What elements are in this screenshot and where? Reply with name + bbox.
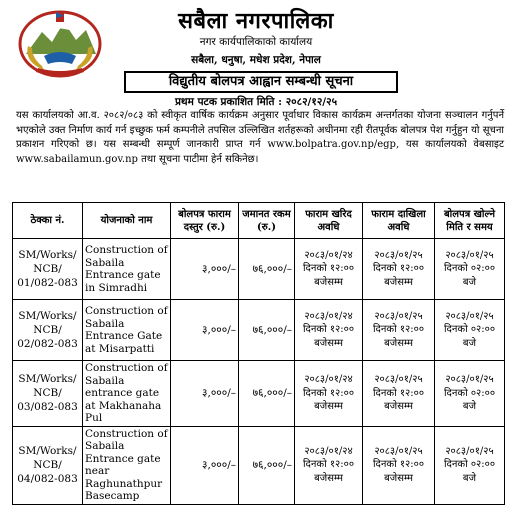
header-purchase-period: फाराम खरिद अवधि: [295, 203, 363, 239]
opening-time-cell: २०८३/०१/२५ दिनको ०२:०० बजे: [435, 300, 505, 361]
purchase-period-cell: २०८३/०१/२४ दिनको १२:०० बजेसम्म: [295, 361, 363, 427]
form-fee-cell: ३,०००/–: [171, 361, 239, 427]
office-name: नगर कार्यपालिकाको कार्यालय: [199, 36, 313, 48]
opening-time-cell: २०८३/०१/२५ दिनको ०२:०० बजे: [435, 361, 505, 427]
contract-no-cell: SM/Works/ NCB/ 02/082-083: [13, 300, 83, 361]
submission-period-cell: २०८३/०१/२५ दिनको १२:०० बजेसम्म: [363, 361, 435, 427]
security-amount-cell: ७६,०००/–: [239, 300, 295, 361]
published-date: प्रथम पटक प्रकाशित मिति : २०८२/१२/२५: [174, 96, 338, 108]
notice-title: विद्युतीय बोलपत्र आह्वान सम्बन्धी सूचना: [124, 71, 398, 93]
form-fee-cell: ३,०००/–: [171, 239, 239, 300]
submission-period-cell: २०८३/०१/२५ दिनको १२:०० बजेसम्म: [363, 300, 435, 361]
form-fee-cell: ३,०००/–: [171, 426, 239, 504]
notice-paragraph: यस कार्यालयको आ.व. २०८२/०८३ को स्वीकृत वार्षिक कार्यक्रम अनुसार पूर्वाधार विकास कार्यक्रम अन्तर्गतका योजना सञ्चालन गर्नुपर्ने भएकोले उक्त निर्माण कार्य गर्न इच्छुक फर्म कम्पनीले तपसिल उल्लिखित शर्तहरूको अधीनमा रही रीतपूर्वक बोलपत्र पेश गर्नुहुन यो सूचना प्रकाशन गरिएको छ। यस सम्बन्धी सम्पूर्ण जानकारी प्राप्त गर्न www.bolpatra.gov.np/egp, यस कार्यालयको वेबसाइट www.sabailamun.gov.np तथा सूचना पाटीमा हेर्न सकिनेछ।: [16, 110, 504, 165]
purchase-period-cell: २०८३/०१/२४ दिनको १२:०० बजेसम्म: [295, 426, 363, 504]
project-name-cell: Construction of Sabaila Entrance Gate at Misarpatti: [83, 300, 171, 361]
header-opening-time: बोलपत्र खोल्ने मिति र समय: [435, 203, 505, 239]
purchase-period-cell: २०८३/०१/२४ दिनको १२:०० बजेसम्म: [295, 239, 363, 300]
table-row: [13, 300, 505, 361]
project-name-cell: Construction of Sabaila Entrance gate in Simradhi: [83, 239, 171, 300]
header-submission-period: फाराम दाखिला अवधि: [363, 203, 435, 239]
table-header-row: [13, 203, 505, 239]
submission-period-cell: २०८३/०१/२५ दिनको १२:०० बजेसम्म: [363, 239, 435, 300]
project-name-cell: Construction of Sabaila Entrance gate near Raghunathpur Basecamp: [83, 426, 171, 504]
security-amount-cell: ७६,०००/–: [239, 239, 295, 300]
purchase-period-cell: २०८३/०१/२४ दिनको १२:०० बजेसम्म: [295, 300, 363, 361]
office-address: सबैला, धनुषा, मधेश प्रदेश, नेपाल: [191, 54, 321, 66]
org-name: सबैला नगरपालिका: [178, 9, 334, 34]
contract-no-cell: SM/Works/ NCB/ 03/082-083: [13, 361, 83, 427]
form-fee-cell: ३,०००/–: [171, 300, 239, 361]
table-row: [13, 361, 505, 427]
submission-period-cell: २०८३/०१/२५ दिनको १२:०० बजेसम्म: [363, 426, 435, 504]
contract-no-cell: SM/Works/ NCB/ 04/082-083: [13, 426, 83, 504]
security-amount-cell: ७६,०००/–: [239, 361, 295, 427]
table-row: [13, 239, 505, 300]
header-contract-no: ठेक्का नं.: [13, 203, 83, 239]
contract-no-cell: SM/Works/ NCB/ 01/082-083: [13, 239, 83, 300]
opening-time-cell: २०८३/०१/२५ दिनको ०२:०० बजे: [435, 426, 505, 504]
tender-table: [12, 202, 505, 505]
opening-time-cell: २०८३/०१/२५ दिनको ०२:०० बजे: [435, 239, 505, 300]
header-form-fee: बोलपत्र फाराम दस्तुर (रु.): [171, 203, 239, 239]
header-project-name: योजनाको नाम: [83, 203, 171, 239]
header-security-amount: जमानत रकम (रु.): [239, 203, 295, 239]
table-row: [13, 426, 505, 504]
project-name-cell: Construction of Sabaila entrance gate at Makhanaha Pul: [83, 361, 171, 427]
security-amount-cell: ७६,०००/–: [239, 426, 295, 504]
